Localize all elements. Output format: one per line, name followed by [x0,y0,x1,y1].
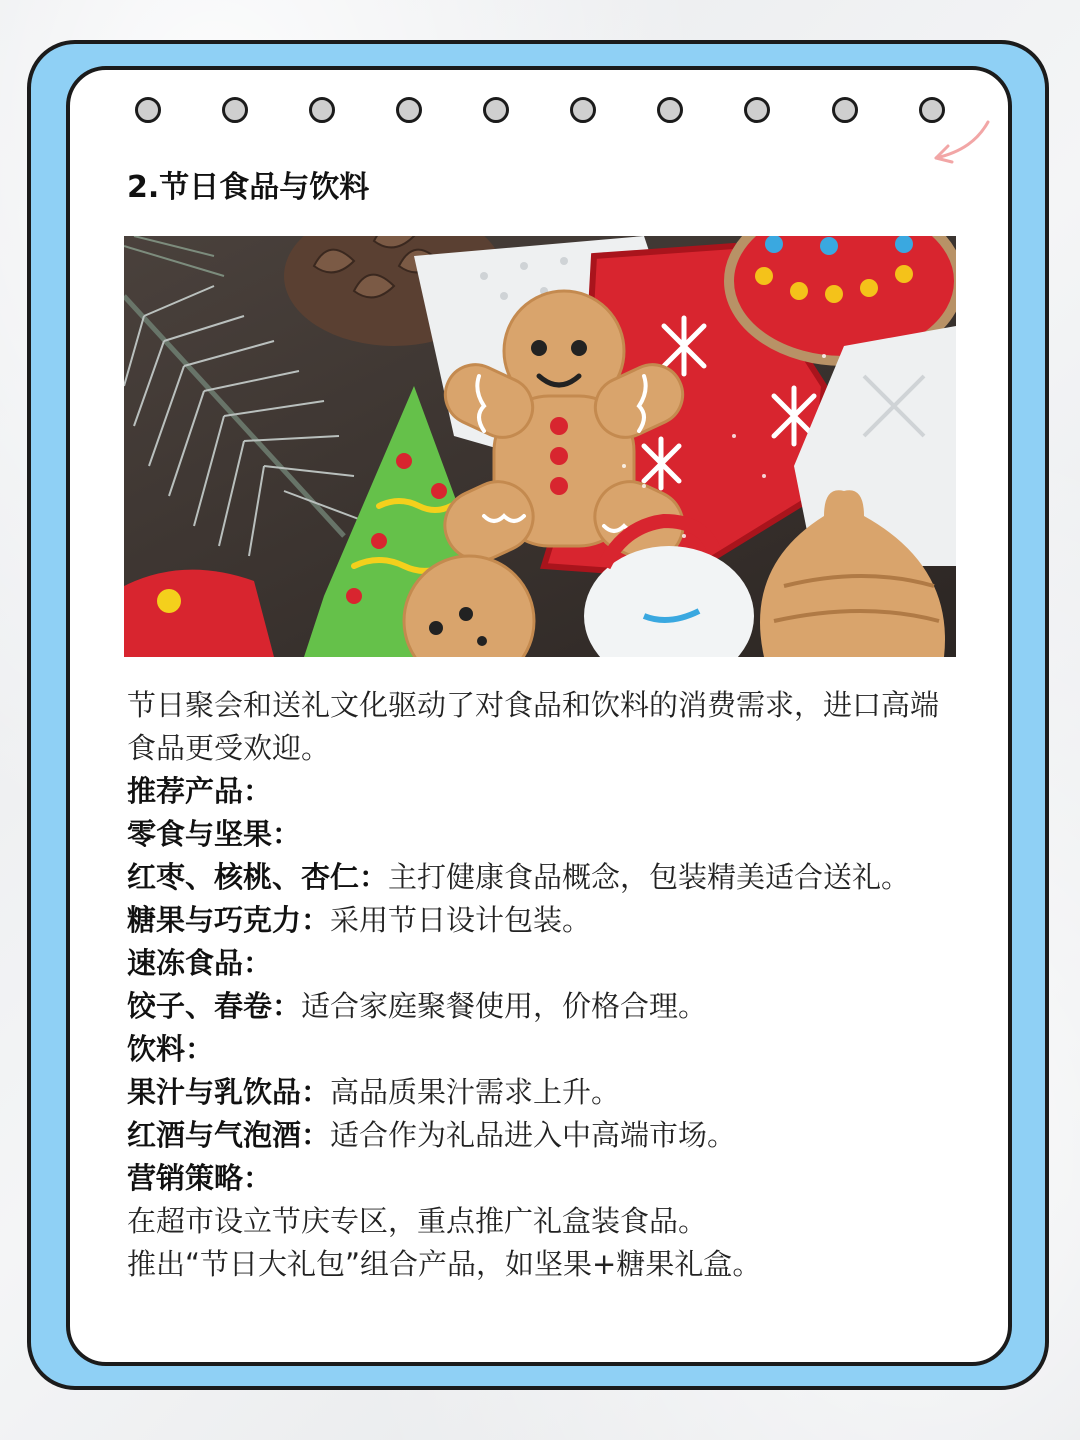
recommend-heading: 推荐产品： [127,774,273,808]
frozen-item1-label: 饺子、春卷： [127,989,302,1023]
arrow-icon [928,118,994,170]
binder-hole [222,97,248,123]
frozen-heading: 速冻食品： [127,946,273,980]
binder-hole [832,97,858,123]
binder-hole [135,97,161,123]
snacks-item2-text: 采用节日设计包装。 [330,903,592,937]
snacks-item2-label: 糖果与巧克力： [127,903,331,937]
binder-hole [657,97,683,123]
drinks-item2-text: 适合作为礼品进入中高端市场。 [330,1118,737,1152]
page-title: 2.节日食品与饮料 [127,170,370,205]
intro-paragraph: 节日聚会和送礼文化驱动了对食品和饮料的消费需求，进口高端食品更受欢迎。 [127,688,940,765]
drinks-item2-label: 红酒与气泡酒： [127,1118,331,1152]
cookies-photo [124,236,956,657]
binder-hole [570,97,596,123]
drinks-item1-text: 高品质果汁需求上升。 [330,1075,621,1109]
snacks-item1-text: 主打健康食品概念，包装精美适合送礼。 [388,860,911,894]
drinks-item1-label: 果汁与乳饮品： [127,1075,331,1109]
marketing-line2: 推出“节日大礼包”组合产品，如坚果+糖果礼盒。 [127,1247,762,1281]
binder-hole [396,97,422,123]
binder-hole [309,97,335,123]
frozen-item1-text: 适合家庭聚餐使用，价格合理。 [301,989,708,1023]
binder-hole [744,97,770,123]
marketing-heading: 营销策略： [127,1161,273,1195]
marketing-line1: 在超市设立节庆专区，重点推广礼盒装食品。 [127,1204,708,1238]
drinks-heading: 饮料： [127,1032,215,1066]
snacks-item1-label: 红枣、核桃、杏仁： [127,860,389,894]
article-body [127,684,957,1286]
snacks-heading: 零食与坚果： [127,817,302,851]
binder-hole [483,97,509,123]
